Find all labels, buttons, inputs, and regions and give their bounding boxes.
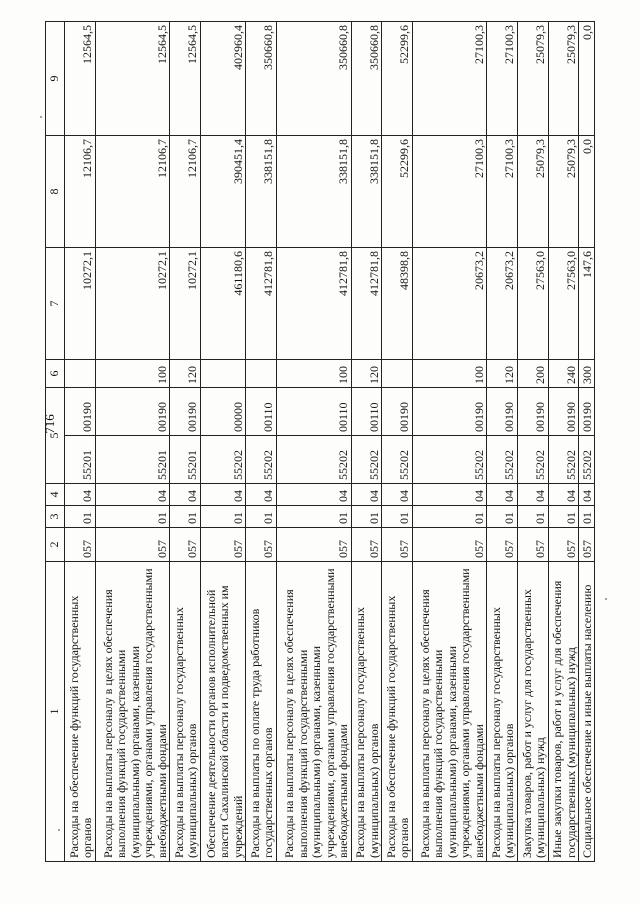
column-header: 9 [46, 22, 65, 136]
row-description: Расходы на выплаты персоналу в целях обеспечения выполнения функций государственными (муниципальными) органами, казенными учреждениями, органами управления государственными внебюджетными фондами [95, 562, 170, 862]
cell-amount-col8: 27100,3 [487, 136, 518, 248]
rotated-page [45, 22, 595, 862]
table-row [412, 22, 487, 862]
cell-amount-col8: 12106,7 [95, 136, 170, 248]
scan-speck [605, 598, 607, 600]
cell-amount-col9: 25079,3 [548, 22, 579, 136]
cell-amount-col8: 338151,8 [276, 136, 351, 248]
cell-expense-type-code [246, 360, 277, 388]
cell-section-code: 01 [487, 506, 518, 528]
cell-section-code: 01 [246, 506, 277, 528]
cell-direction-code: 00110 [246, 388, 277, 436]
cell-amount-col7: 412781,8 [351, 248, 382, 360]
cell-expense-type-code: 240 [548, 360, 579, 388]
row-description: Иные закупки товаров, работ и услуг для обеспечения государственных (муниципальных) нужд [548, 562, 579, 862]
cell-section-code: 01 [412, 506, 487, 528]
cell-amount-col7: 10272,1 [170, 248, 201, 360]
cell-ministry-code: 057 [382, 528, 413, 562]
cell-ministry-code: 057 [487, 528, 518, 562]
cell-program-code: 55202 [548, 436, 579, 484]
cell-ministry-code: 057 [548, 528, 579, 562]
cell-program-code: 55201 [95, 436, 170, 484]
cell-program-code: 55202 [200, 436, 245, 484]
cell-amount-col9: 350660,8 [351, 22, 382, 136]
cell-amount-col7: 20673,2 [487, 248, 518, 360]
cell-direction-code: 00190 [579, 388, 595, 436]
cell-subsection-code: 04 [548, 484, 579, 506]
column-header: 6 [46, 360, 65, 388]
cell-amount-col7: 412781,8 [276, 248, 351, 360]
table-row [517, 22, 548, 862]
cell-subsection-code: 04 [487, 484, 518, 506]
cell-subsection-code: 04 [95, 484, 170, 506]
row-description: Закупка товаров, работ и услуг для государственных (муниципальных) нужд [517, 562, 548, 862]
cell-expense-type-code: 120 [487, 360, 518, 388]
table-row [382, 22, 413, 862]
cell-program-code: 55202 [412, 436, 487, 484]
cell-direction-code: 00190 [487, 388, 518, 436]
cell-section-code: 01 [517, 506, 548, 528]
row-description: Расходы на выплаты персоналу в целях обеспечения выполнения функций государственными (муниципальными) органами, казенными учреждениями, органами управления государственными внебюджетными фондами [412, 562, 487, 862]
cell-amount-col9: 12564,5 [95, 22, 170, 136]
cell-section-code: 01 [548, 506, 579, 528]
cell-ministry-code: 057 [351, 528, 382, 562]
cell-section-code: 01 [95, 506, 170, 528]
page-number: 716 [41, 414, 57, 434]
cell-amount-col9: 350660,8 [246, 22, 277, 136]
cell-section-code: 01 [170, 506, 201, 528]
cell-amount-col9: 0,0 [579, 22, 595, 136]
cell-direction-code: 00190 [170, 388, 201, 436]
column-header: 7 [46, 248, 65, 360]
cell-subsection-code: 04 [579, 484, 595, 506]
cell-expense-type-code: 100 [276, 360, 351, 388]
table-row [487, 22, 518, 862]
cell-amount-col7: 48398,8 [382, 248, 413, 360]
cell-subsection-code: 04 [276, 484, 351, 506]
column-header: 1 [46, 562, 65, 862]
cell-ministry-code: 057 [65, 528, 96, 562]
row-description: Расходы на выплаты персоналу государственных (муниципальных) органов [351, 562, 382, 862]
cell-amount-col7: 412781,8 [246, 248, 277, 360]
cell-amount-col9: 402960,4 [200, 22, 245, 136]
cell-section-code: 01 [65, 506, 96, 528]
cell-ministry-code: 057 [579, 528, 595, 562]
cell-ministry-code: 057 [95, 528, 170, 562]
cell-direction-code: 00190 [65, 388, 96, 436]
table-row [548, 22, 579, 862]
cell-amount-col8: 390451,4 [200, 136, 245, 248]
cell-program-code: 55202 [382, 436, 413, 484]
cell-program-code: 55201 [170, 436, 201, 484]
cell-program-code: 55202 [351, 436, 382, 484]
cell-expense-type-code [200, 360, 245, 388]
cell-subsection-code: 04 [65, 484, 96, 506]
cell-program-code: 55202 [487, 436, 518, 484]
row-description: Расходы на выплаты по оплате труда работников государственных органов [246, 562, 277, 862]
cell-ministry-code: 057 [517, 528, 548, 562]
cell-subsection-code: 04 [200, 484, 245, 506]
row-description: Расходы на выплаты персоналу в целях обеспечения выполнения функций государственными (муниципальными) органами, казенными учреждениями, органами управления государственными внебюджетными фондами [276, 562, 351, 862]
cell-amount-col7: 27563,0 [548, 248, 579, 360]
cell-amount-col9: 12564,5 [170, 22, 201, 136]
cell-section-code: 01 [382, 506, 413, 528]
cell-direction-code: 00000 [200, 388, 245, 436]
cell-subsection-code: 04 [170, 484, 201, 506]
cell-direction-code: 00190 [412, 388, 487, 436]
cell-amount-col8: 25079,3 [548, 136, 579, 248]
cell-amount-col9: 52299,6 [382, 22, 413, 136]
cell-expense-type-code [65, 360, 96, 388]
cell-amount-col7: 461180,6 [200, 248, 245, 360]
cell-amount-col7: 147,6 [579, 248, 595, 360]
cell-expense-type-code: 100 [412, 360, 487, 388]
cell-ministry-code: 057 [200, 528, 245, 562]
row-description: Расходы на обеспечение функций государственных органов [65, 562, 96, 862]
cell-program-code: 55201 [65, 436, 96, 484]
cell-section-code: 01 [579, 506, 595, 528]
row-description: Расходы на обеспечение функций государственных органов [382, 562, 413, 862]
cell-amount-col9: 27100,3 [412, 22, 487, 136]
cell-section-code: 01 [276, 506, 351, 528]
table-row [579, 22, 595, 862]
column-header: 8 [46, 136, 65, 248]
cell-subsection-code: 04 [382, 484, 413, 506]
scan-speck [58, 829, 60, 831]
column-header: 2 [46, 528, 65, 562]
header-row [46, 22, 65, 862]
cell-direction-code: 00190 [95, 388, 170, 436]
cell-ministry-code: 057 [276, 528, 351, 562]
table-row [246, 22, 277, 862]
cell-amount-col8: 0,0 [579, 136, 595, 248]
cell-amount-col8: 12106,7 [65, 136, 96, 248]
cell-subsection-code: 04 [517, 484, 548, 506]
cell-expense-type-code: 300 [579, 360, 595, 388]
cell-program-code: 55202 [246, 436, 277, 484]
table-row [200, 22, 245, 862]
cell-section-code: 01 [200, 506, 245, 528]
cell-amount-col8: 27100,3 [412, 136, 487, 248]
table-row [276, 22, 351, 862]
cell-direction-code: 00190 [517, 388, 548, 436]
cell-program-code: 55202 [579, 436, 595, 484]
cell-amount-col7: 20673,2 [412, 248, 487, 360]
cell-amount-col9: 350660,8 [276, 22, 351, 136]
scan-speck [40, 116, 42, 118]
column-header: 5 [46, 388, 65, 484]
column-header: 4 [46, 484, 65, 506]
table-row [351, 22, 382, 862]
cell-direction-code: 00190 [382, 388, 413, 436]
row-description: Расходы на выплаты персоналу государственных (муниципальных) органов [170, 562, 201, 862]
row-description: Социальное обеспечение и иные выплаты населению [579, 562, 595, 862]
table-row [65, 22, 96, 862]
cell-direction-code: 00110 [276, 388, 351, 436]
table-row [170, 22, 201, 862]
cell-expense-type-code: 120 [351, 360, 382, 388]
cell-subsection-code: 04 [351, 484, 382, 506]
cell-amount-col8: 25079,3 [517, 136, 548, 248]
row-description: Обеспечение деятельности органов исполнительной власти Сахалинской области и подведомственных им учреждений [200, 562, 245, 862]
cell-amount-col8: 12106,7 [170, 136, 201, 248]
cell-amount-col7: 27563,0 [517, 248, 548, 360]
cell-direction-code: 00190 [548, 388, 579, 436]
table-row [95, 22, 170, 862]
cell-direction-code: 00110 [351, 388, 382, 436]
cell-program-code: 55202 [276, 436, 351, 484]
cell-amount-col9: 12564,5 [65, 22, 96, 136]
cell-expense-type-code [382, 360, 413, 388]
cell-ministry-code: 057 [246, 528, 277, 562]
row-description: Расходы на выплаты персоналу государственных (муниципальных) органов [487, 562, 518, 862]
cell-amount-col9: 27100,3 [487, 22, 518, 136]
cell-amount-col7: 10272,1 [95, 248, 170, 360]
cell-amount-col7: 10272,1 [65, 248, 96, 360]
cell-amount-col9: 25079,3 [517, 22, 548, 136]
cell-amount-col8: 52299,6 [382, 136, 413, 248]
cell-amount-col8: 338151,8 [246, 136, 277, 248]
cell-section-code: 01 [351, 506, 382, 528]
cell-expense-type-code: 200 [517, 360, 548, 388]
cell-subsection-code: 04 [246, 484, 277, 506]
cell-expense-type-code: 100 [95, 360, 170, 388]
cell-ministry-code: 057 [412, 528, 487, 562]
cell-subsection-code: 04 [412, 484, 487, 506]
cell-ministry-code: 057 [170, 528, 201, 562]
budget-table [45, 21, 595, 862]
cell-amount-col8: 338151,8 [351, 136, 382, 248]
cell-program-code: 55202 [517, 436, 548, 484]
cell-expense-type-code: 120 [170, 360, 201, 388]
column-header: 3 [46, 506, 65, 528]
